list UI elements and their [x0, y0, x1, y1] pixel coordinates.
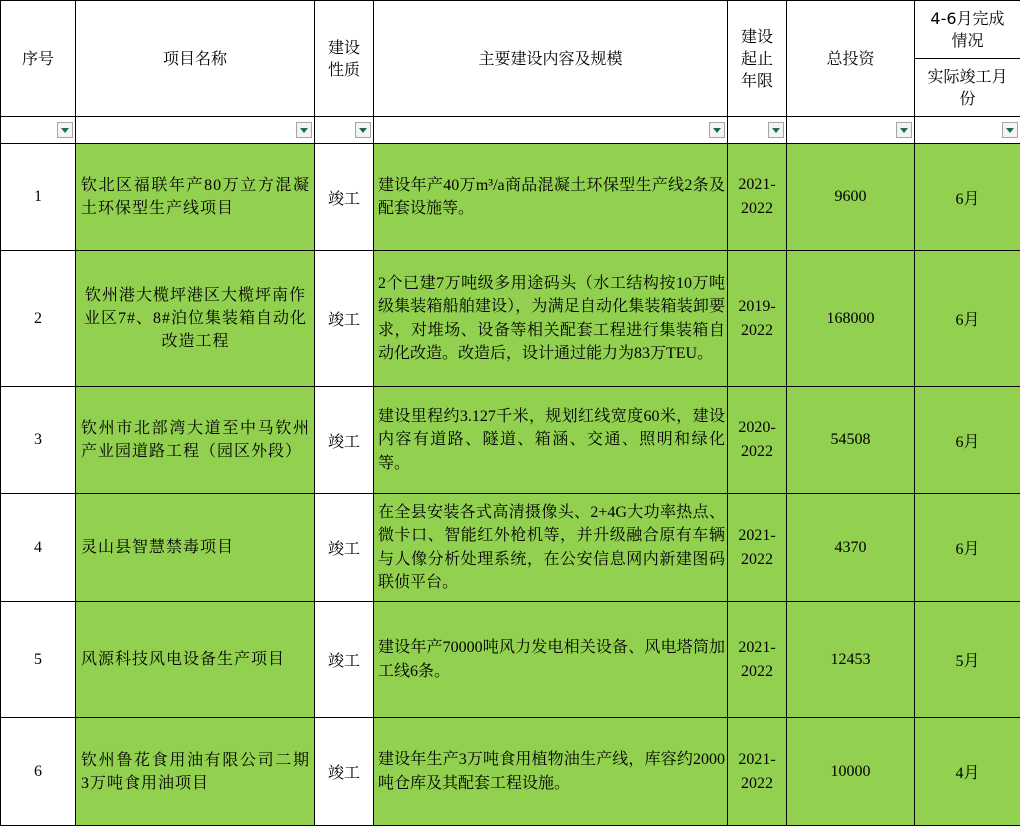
filter-cell-name: [76, 117, 315, 144]
dropdown-arrow-icon: [61, 128, 69, 133]
row-project-name: 灵山县智慧禁毒项目: [76, 494, 315, 602]
row-project-name: 钦北区福联年产80万立方混凝土环保型生产线项目: [76, 144, 315, 251]
row-period: [728, 494, 787, 602]
dropdown-arrow-icon: [359, 128, 367, 133]
row-nature: 竣工: [315, 602, 374, 718]
row-project-name: 钦州鲁花食用油有限公司二期3万吨食用油项目: [76, 718, 315, 826]
row-seq: 1: [1, 144, 76, 251]
row-investment: 9600: [787, 144, 915, 251]
header-project-name: 项目名称: [76, 1, 315, 117]
row-investment: 4370: [787, 494, 915, 602]
row-period-text: 2021-2022: [738, 526, 776, 568]
row-nature: 竣工: [315, 387, 374, 494]
filter-dropdown-button[interactable]: [355, 122, 371, 138]
row-content: 建设里程约3.127千米，规划红线宽度60米，建设内容有道路、隧道、箱涵、交通、照明和绿化等。: [374, 387, 728, 494]
dropdown-arrow-icon: [300, 128, 308, 133]
filter-cell-content: [374, 117, 728, 144]
filter-row: [1, 117, 1020, 144]
dropdown-arrow-icon: [772, 128, 780, 133]
row-investment: 54508: [787, 387, 915, 494]
filter-cell-period: [728, 117, 787, 144]
filter-dropdown-button[interactable]: [768, 122, 784, 138]
row-nature: 竣工: [315, 494, 374, 602]
row-project-name: 风源科技风电设备生产项目: [76, 602, 315, 718]
table-row: [1, 718, 1020, 826]
row-period: [728, 387, 787, 494]
row-month: 6月: [915, 251, 1020, 387]
filter-cell-investment: [787, 117, 915, 144]
filter-dropdown-button[interactable]: [896, 122, 912, 138]
filter-cell-seq: [1, 117, 76, 144]
filter-dropdown-button[interactable]: [296, 122, 312, 138]
row-content: 建设年产70000吨风力发电相关设备、风电塔筒加工线6条。: [374, 602, 728, 718]
filter-cell-nature: [315, 117, 374, 144]
row-period: [728, 251, 787, 387]
table-row: [1, 494, 1020, 602]
row-month: 6月: [915, 387, 1020, 494]
row-month: 6月: [915, 144, 1020, 251]
header-actual-month-text: 实际竣工月份: [927, 66, 1008, 108]
header-investment: 总投资: [787, 1, 915, 117]
row-seq: 3: [1, 387, 76, 494]
row-content: 2个已建7万吨级多用途码头（水工结构按10万吨级集装箱船舶建设），为满足自动化集装箱装卸要求，对堆场、设备等相关配套工程进行集装箱自动化改造。改造后，设计通过能力为83万TEU。: [374, 251, 728, 387]
row-period-text: 2021-2022: [738, 176, 776, 217]
row-project-name: 钦州港大榄坪港区大榄坪南作业区7#、8#泊位集装箱自动化改造工程: [76, 251, 315, 387]
row-month: 4月: [915, 718, 1020, 826]
filter-dropdown-button[interactable]: [57, 122, 73, 138]
table-row: [1, 387, 1020, 494]
row-content: 在全县安装各式高清摄像头、2+4G大功率热点、微卡口、智能红外枪机等，并升级融合原有车辆与人像分析处理系统，在公安信息网内新建图码联侦平台。: [374, 494, 728, 602]
table-row: [1, 251, 1020, 387]
row-seq: 5: [1, 602, 76, 718]
row-period: [728, 718, 787, 826]
filter-dropdown-button[interactable]: [1002, 122, 1018, 138]
row-investment: 10000: [787, 718, 915, 826]
row-nature: 竣工: [315, 718, 374, 826]
row-seq: 6: [1, 718, 76, 826]
row-period-text: 2019-2022: [738, 297, 776, 339]
header-actual-month: [915, 59, 1020, 117]
header-content: 主要建设内容及规模: [374, 1, 728, 117]
row-period: [728, 144, 787, 251]
header-nature-text: 建设性质: [327, 37, 360, 79]
dropdown-arrow-icon: [1006, 128, 1014, 133]
row-content: 建设年生产3万吨食用植物油生产线，库容约2000吨仓库及其配套工程设施。: [374, 718, 728, 826]
row-seq: 2: [1, 251, 76, 387]
row-nature: 竣工: [315, 144, 374, 251]
row-content: 建设年产40万m³/a商品混凝土环保型生产线2条及配套设施等。: [374, 144, 728, 251]
header-seq: 序号: [1, 1, 76, 117]
header-period-text: 建设起止年限: [740, 26, 773, 90]
header-nature: [315, 1, 374, 117]
dropdown-arrow-icon: [713, 128, 721, 133]
row-period-text: 2020-2022: [738, 419, 776, 460]
row-project-name: 钦州市北部湾大道至中马钦州产业园道路工程（园区外段）: [76, 387, 315, 494]
row-period: [728, 602, 787, 718]
filter-cell-month: [915, 117, 1020, 144]
row-seq: 4: [1, 494, 76, 602]
header-period: [728, 1, 787, 117]
row-period-text: 2021-2022: [738, 750, 776, 792]
header-status-group-text: 4-6月完成情况: [930, 8, 1005, 50]
header-status-group: [915, 1, 1020, 59]
filter-dropdown-button[interactable]: [709, 122, 725, 138]
row-nature: 竣工: [315, 251, 374, 387]
row-investment: 168000: [787, 251, 915, 387]
row-month: 6月: [915, 494, 1020, 602]
dropdown-arrow-icon: [900, 128, 908, 133]
row-investment: 12453: [787, 602, 915, 718]
table-row: [1, 602, 1020, 718]
table-row: [1, 144, 1020, 251]
row-period-text: 2021-2022: [738, 638, 776, 680]
row-month: 5月: [915, 602, 1020, 718]
